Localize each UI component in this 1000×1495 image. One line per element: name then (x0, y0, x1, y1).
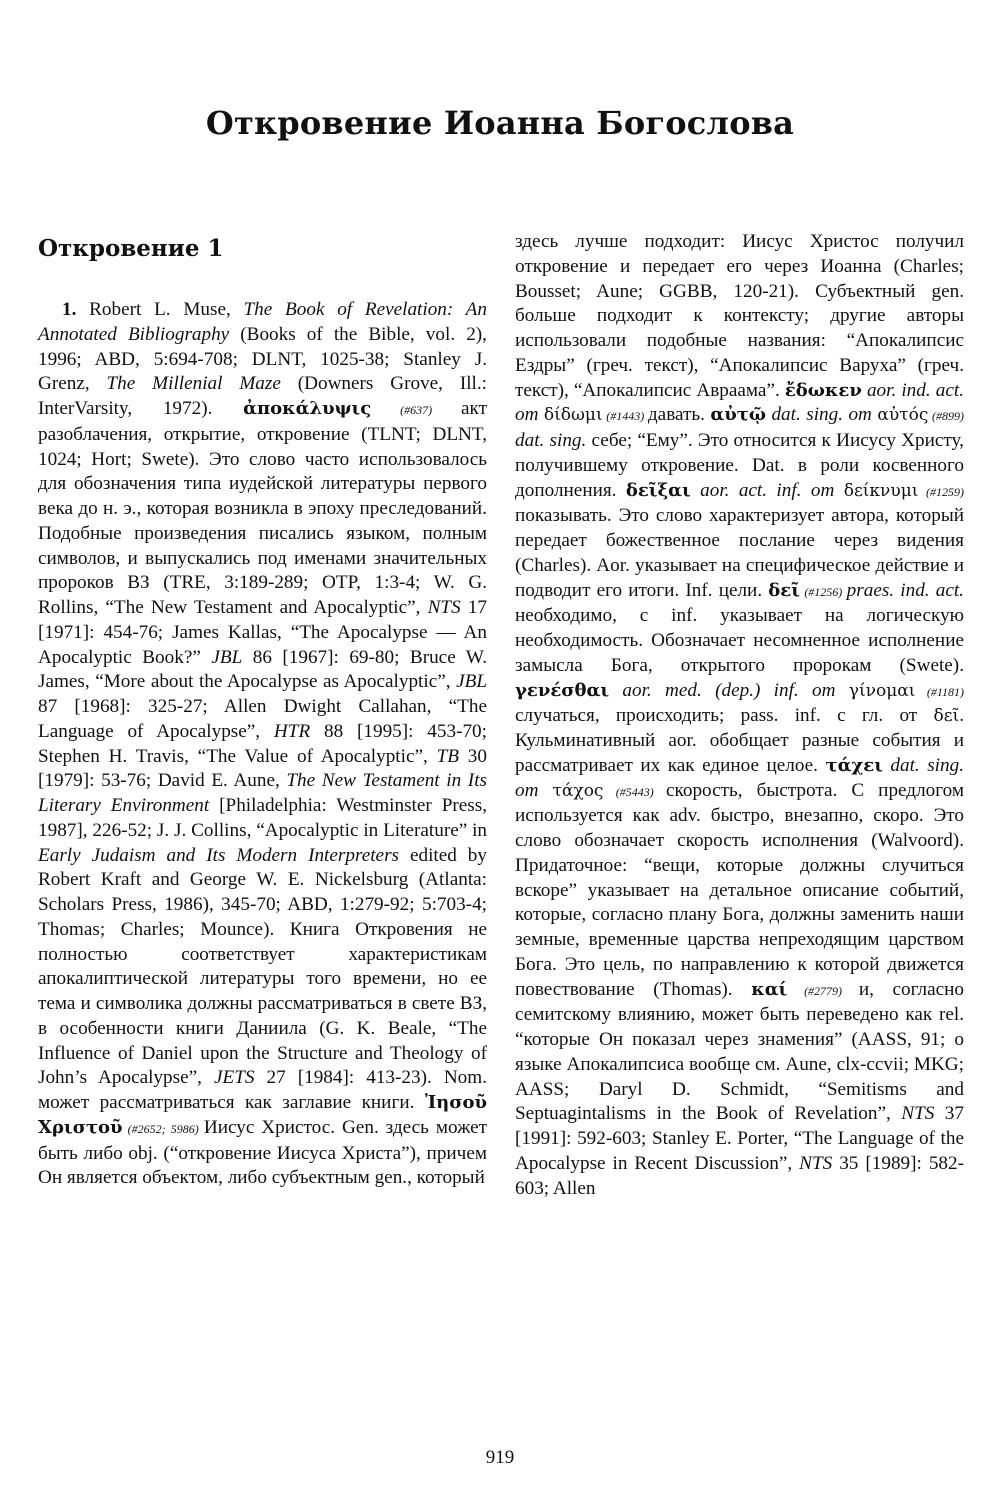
reference-number: (#1181) (915, 684, 964, 699)
verse-number: 1. (62, 299, 77, 320)
grammar-note: aor. med. (dep.) inf. от (609, 679, 849, 701)
text: 86 [1967]: 69-80; Bruce W. James, “More about the Apocalypse as Apocalyptic”, (38, 646, 487, 693)
text: случаться, происходить; pass. inf. с гл. от (515, 705, 934, 727)
reference-number: (#2779) (787, 983, 859, 998)
left-column (38, 230, 487, 1191)
greek-lemma: αὐτός (877, 405, 929, 426)
text: и, согласно семитскому влиянию, может быть переведено как rel. “которые Он показал через знамения” (AASS, 91; о языке Апокалипсиса вообще см. Aune, clx-ccvii; MKG; AASS; Daryl D. Schmidt, “Semitisms and Septuagintalisms in the Book of Revelation”, (515, 978, 964, 1125)
text: акт разоблачения, открытие, откровение (TLNT; DLNT, 1024; Hort; Swete). Это слово часто использовалось для обозначения типа иудейской литературы первого века до н. э., которая возникла в эпоху преследований. Подобные произведения писались языком, полным символов, и выпускались под именами значительных пророков ВЗ (TRE, 3:189-289; OTP, 1:3-4; W. G. Rollins, “The New Testament and Apocalyptic”, (38, 398, 487, 618)
text: . Кульминативный aor. обобщает разные события и рассматривает их как единое целое. (515, 705, 964, 776)
grammar-note: dat. sing. (515, 430, 587, 451)
text: себе; “Ему”. Это относится к Иисусу Христу, получившему откровение. Dat. в роли косвенного дополнения. (515, 430, 964, 501)
reference-number: (#1259) (918, 484, 964, 499)
text: Robert L. Muse, (76, 299, 244, 320)
text: 88 [1995]: 453-70; Stephen H. Travis, “The Value of Apocalyptic”, (38, 720, 487, 767)
grammar-note: aor. act. inf. от (690, 479, 844, 501)
reference-number: (#1443) (602, 409, 648, 424)
italic-text: The New Testament in Its Literary Environment (38, 770, 487, 816)
greek-term: δεῖ (768, 579, 800, 601)
verse-1-commentary (38, 298, 487, 1191)
text: скорость, быстрота. С предлогом используется как adv. быстро, внезапно, скоро. Это слово обозначает скорость исполнения (Walvoord). Придаточное: “вещи, которые должны случиться вскоре” указывает на детальное описание событий, которые, согласно плану Бога, должны заменить наши земные, временные царства непреходящим царством Бога. Это цель, по направлению к которой движется повествование (Thomas). (515, 779, 964, 1000)
chapter-heading: Откровение 1 (38, 235, 224, 262)
italic-text: TB (436, 745, 459, 767)
greek-term: αὐτῷ (710, 404, 767, 426)
greek-term: καί (751, 978, 788, 1000)
reference-number: (#899) (928, 409, 964, 424)
greek-lemma: δεῖ (933, 706, 960, 727)
text: 27 [1984]: 413-23). Nom. может рассматриваться как заглавие книги. (38, 1067, 487, 1113)
reference-number: (#2652; 5986) (122, 1121, 204, 1136)
text: (Downers Grove, Ill.: InterVarsity, 1972). (38, 373, 488, 419)
italic-text: The Book of Revelation: An Annotated Bibliography (38, 299, 487, 345)
italic-text: NTS (427, 597, 461, 618)
italic-text: NTS (901, 1103, 935, 1125)
text: 35 [1989]: 582-603; Allen (515, 1152, 964, 1199)
greek-term: δεῖξαι (625, 479, 691, 501)
grammar-note: praes. ind. act. (846, 579, 964, 601)
greek-term: γενέσθαι (515, 679, 610, 701)
greek-term: ἔδωκεν (784, 379, 862, 401)
italic-text: JETS (213, 1067, 255, 1089)
italic-text: The Millenial Maze (106, 373, 281, 395)
text: 37 [1991]: 592-603; Stanley E. Porter, “The Language of the Apocalypse in Recent Discussion”, (515, 1103, 964, 1174)
text: 30 [1979]: 53-76; David E. Aune, (38, 745, 487, 792)
greek-lemma: δίδωμι (543, 405, 603, 426)
greek-term: τάχει (825, 754, 883, 776)
text: давать. (647, 404, 711, 426)
greek-lemma: τάχος (552, 780, 604, 801)
greek-term: ἀποκάλυψις (243, 398, 372, 419)
text: Иисус Христос. Gen. здесь может быть либо obj. (“откровение Иисуса Христа”), причем Он является объектом, либо субъектным gen., который (38, 1116, 487, 1189)
grammar-note: dat. sing. от (515, 754, 964, 801)
italic-text: NTS (799, 1152, 833, 1174)
text: здесь лучше подходит: Иисус Христос получил откровение и передает его через Иоанна (Charles; Bousset; Aune; GGBB, 120-21). Субъектный gen. больше подходит к контексту; другие авторы использовали подобные названия: “Апокалипсис Ездры” (греч. текст), “Апокалипсис Варуха” (греч. текст), “Апокалипсис Авраама”. (515, 231, 964, 401)
text: edited by Robert Kraft and George W. E. Nickelsburg (Atlanta: Scholars Press, 1986), 345-70; ABD, 1:279-92; 5:703-4; Thomas; Charles; Mounce). Книга Откровения не полностью соответствует характеристикам апокалиптической литературы того времени, но ее тема и символика должны рассматриваться в свете ВЗ, в особенности книги Даниила (G. K. Beale, “The Influence of Daniel upon the Structure and Theology of John’s Apocalypse”, (38, 844, 487, 1089)
greek-term: Ἰησοῦ Χριστοῦ (38, 1092, 487, 1138)
verse-1-commentary-continued (515, 230, 964, 1201)
text: 87 [1968]: 325-27; Allen Dwight Callahan, “The Language of Apocalypse”, (38, 696, 487, 742)
reference-number: (#1256) (799, 584, 847, 599)
page-title: Откровение Иоанна Богослова (205, 104, 795, 142)
text: необходимо, с inf. указывает на логическую необходимость. Обозначает несомненное исполнение замысла Бога, открытого пророкам (Swete). (515, 605, 964, 676)
text: (Books of the Bible, vol. 2), 1996; ABD, 5:694-708; DLNT, 1025-38; Stanley J. Grenz, (38, 323, 487, 395)
text: 17 [1971]: 454-76; James Kallas, “The Apocalypse — An Apocalyptic Book?” (38, 597, 488, 668)
text: [Philadelphia: Westminster Press, 1987], 226-52; J. J. Collins, “Apocalyptic in Literature” in (38, 795, 488, 841)
reference-number: (#5443) (603, 784, 666, 799)
grammar-note: aor. ind. act. от (515, 379, 964, 426)
italic-text: JBL (456, 671, 487, 693)
italic-text: Early Judaism and Its Modern Interpreters (38, 844, 400, 866)
italic-text: HTR (273, 720, 311, 742)
page-number: 919 (485, 1447, 515, 1468)
greek-lemma: δείκνυμι (843, 480, 919, 501)
right-column (515, 230, 964, 1201)
grammar-note: dat. sing. от (766, 404, 878, 426)
reference-number: (#637) (371, 403, 461, 417)
text: показывать. Это слово характеризует автора, который передает божественное послание через видения (Charles). Aor. указывает на специфическое действие и подводит его итоги. Inf. цели. (515, 505, 964, 601)
greek-lemma: γίνομαι (848, 680, 916, 701)
italic-text: JBL (211, 646, 243, 668)
